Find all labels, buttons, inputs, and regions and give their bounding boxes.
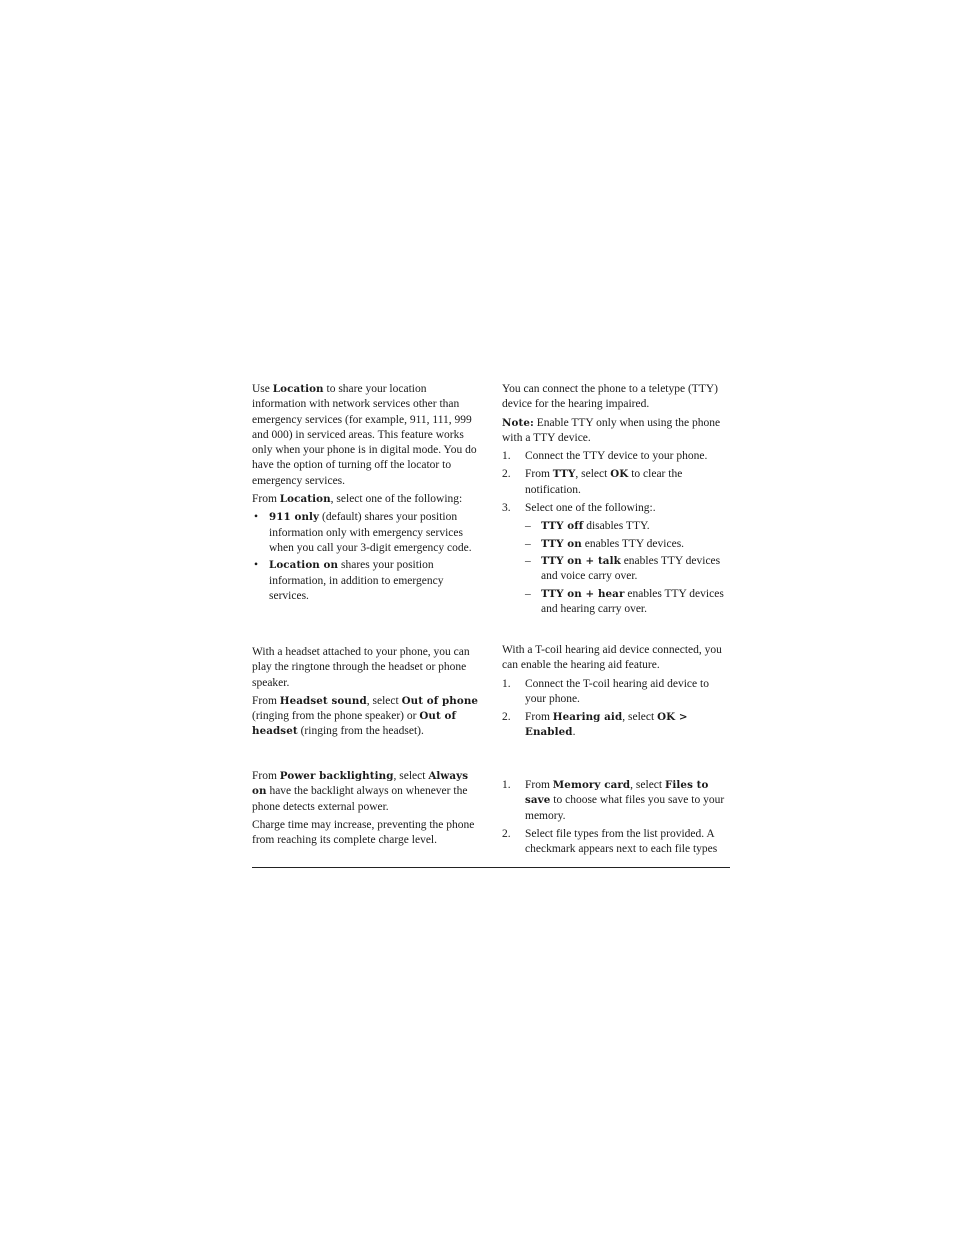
footer-divider bbox=[252, 867, 730, 868]
memory-card-section bbox=[502, 778, 730, 860]
location-menu-name: Location bbox=[279, 493, 331, 506]
option-name: Out of phone bbox=[401, 694, 479, 707]
option-name: TTY on + talk bbox=[541, 554, 621, 567]
list-item: – TTY on enables TTY devices. bbox=[502, 537, 730, 552]
hearing-aid-menu-name: Hearing aid bbox=[552, 711, 623, 724]
list-item: – TTY off disables TTY. bbox=[502, 519, 730, 534]
step-number: 1. bbox=[502, 677, 511, 690]
backlight-menu-name: Power backlighting bbox=[279, 770, 394, 782]
memory-card-menu-name: Memory card bbox=[552, 779, 631, 791]
option-name: OK > Enabled bbox=[525, 711, 688, 739]
tty-intro: You can connect the phone to a teletype (TTY) device for the hearing impaired. bbox=[502, 383, 718, 411]
headset-menu-name: Headset sound bbox=[279, 694, 367, 707]
step-number: 1. bbox=[502, 450, 511, 463]
hearing-aid-intro: With a T-coil hearing aid device connected, you can enable the hearing aid feature. bbox=[502, 644, 722, 672]
list-item: 1. Connect the TTY device to your phone. bbox=[502, 449, 730, 464]
list-item: 1. From Memory card, select Files to save to choose what files you save to your memory. bbox=[502, 779, 725, 822]
location-section bbox=[252, 382, 480, 606]
step-number: 2. bbox=[502, 468, 511, 481]
option-name: Location on bbox=[269, 559, 339, 572]
list-item: • Location on shares your position information, in addition to emergency services. bbox=[254, 559, 444, 602]
tty-section bbox=[502, 382, 730, 619]
option-name: TTY on bbox=[541, 537, 582, 550]
option-name: OK bbox=[610, 468, 629, 481]
dash-icon: – bbox=[525, 554, 531, 567]
list-item: 1. Connect the T-coil hearing aid device to your phone. bbox=[502, 677, 709, 705]
list-item: – TTY on + hear enables TTY devices and hearing carry over. bbox=[525, 587, 724, 615]
dash-icon: – bbox=[525, 587, 531, 600]
headset-instruction: From Headset sound, select Out of phone (ringing from the phone speaker) or Out of headset (ringing from the headset). bbox=[252, 694, 479, 738]
list-item: 3. Select one of the following:. bbox=[502, 501, 730, 516]
hearing-aid-section bbox=[502, 643, 730, 744]
list-item: 2. From Hearing aid, select OK > Enabled. bbox=[502, 711, 688, 739]
option-name: Always on bbox=[252, 770, 469, 798]
dash-icon: – bbox=[525, 520, 531, 533]
backlight-note: Charge time may increase, preventing the phone from reaching its complete charge level. bbox=[252, 818, 475, 847]
option-name: 911 only bbox=[269, 511, 320, 524]
list-item: 2. Select file types from the list provided. A checkmark appears next to each file types bbox=[502, 827, 718, 856]
step-number: 3. bbox=[502, 502, 511, 515]
step-number: 2. bbox=[502, 711, 511, 724]
option-name: Out of headset bbox=[252, 710, 457, 738]
step-number: 2. bbox=[502, 827, 511, 840]
headset-intro: With a headset attached to your phone, you can play the ringtone through the headset or phone speaker. bbox=[252, 646, 470, 689]
note-label: Note: bbox=[502, 416, 534, 429]
list-item: – TTY on + talk enables TTY devices and voice carry over. bbox=[525, 554, 721, 583]
headset-section bbox=[252, 645, 480, 743]
dash-icon: – bbox=[525, 537, 531, 550]
option-name: TTY on + hear bbox=[541, 587, 625, 600]
location-instruction: From Location, select one of the following: bbox=[252, 493, 463, 506]
step-number: 1. bbox=[502, 779, 511, 791]
bullet-icon: • bbox=[254, 559, 259, 572]
bullet-icon: • bbox=[254, 511, 259, 524]
tty-note: Note: Enable TTY only when using the phone with a TTY device. bbox=[502, 416, 721, 444]
list-item: • 911 only (default) shares your position information only with emergency services when you call your 3-digit emergency code. bbox=[254, 511, 472, 554]
tty-menu-name: TTY bbox=[552, 468, 576, 481]
backlight-section bbox=[252, 769, 480, 851]
backlight-instruction: From Power backlighting, select Always on have the backlight always on whenever the phone detects external power. bbox=[252, 770, 469, 813]
location-intro: Use Location to share your location information with network services other than emergency services (for example, 911, 111, 999 and 000) in serviced areas. This feature works only when your phone is in digital mode. You do have the option of turning off the locator to emergency services. bbox=[252, 383, 477, 487]
list-item: 2. From TTY, select OK to clear the notification. bbox=[502, 468, 683, 496]
location-menu-name: Location bbox=[272, 383, 324, 395]
option-name: TTY off bbox=[541, 520, 584, 533]
option-name: Files to save bbox=[525, 779, 709, 807]
